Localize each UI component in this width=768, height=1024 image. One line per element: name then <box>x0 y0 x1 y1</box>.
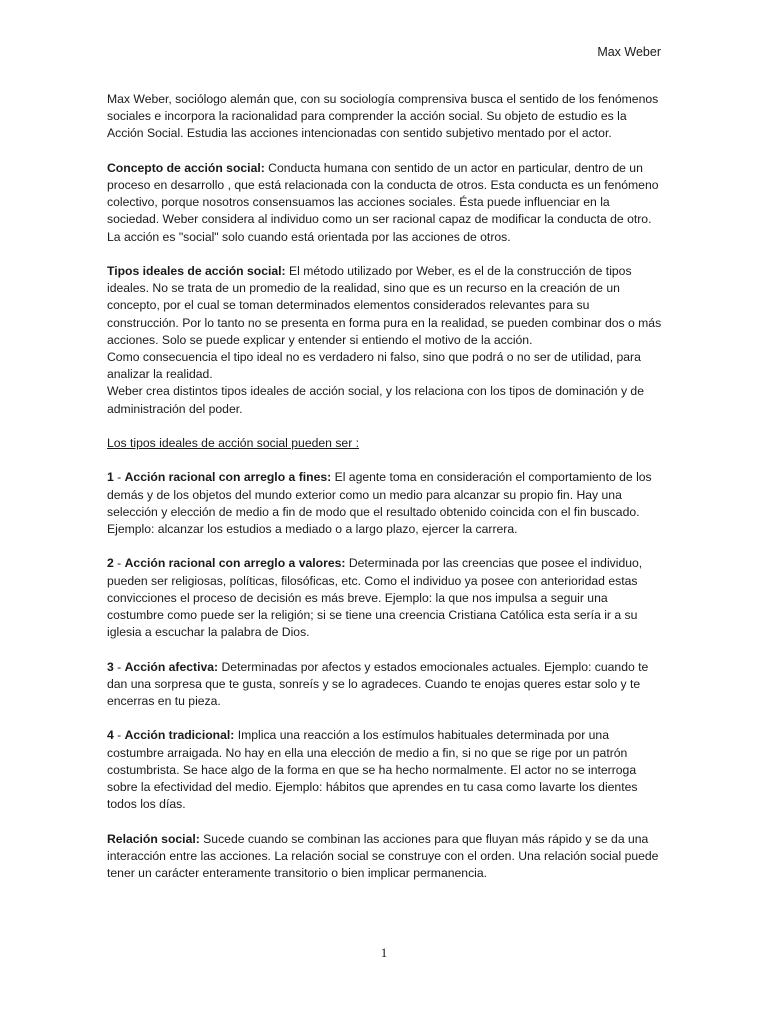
tipo-number: 4 <box>107 728 114 743</box>
tipos-ideales-line-3: Weber crea distintos tipos ideales de acción social, y los relaciona con los tipos de dominación y de administración del poder. <box>107 384 644 416</box>
tipo-item-4 <box>107 727 663 813</box>
tipo-text: El agente toma en consideración el comportamiento de los demás y de los objetos del mundo exterior como un medio para alcanzar su propio fin. Hay una selección y elección de medio a fin de modo que el resultado obtenido coincida con el fin buscado. Ejemplo: alcanzar los estudios a mediado o a largo plazo, ejercer la carrera. <box>107 470 652 537</box>
tipos-ideales-line-2: Como consecuencia el tipo ideal no es verdadero ni falso, sino que podrá o no ser de utilidad, para analizar la realidad. <box>107 350 641 382</box>
tipos-ideales-paragraph <box>107 263 663 349</box>
intro-text: Max Weber, sociólogo alemán que, con su sociología comprensiva busca el sentido de los fenómenos sociales e incorpora la racionalidad para comprender la acción social. Su objeto de estudio es la Acción Social. Estudia las acciones intencionadas con sentido subjetivo mentado por el actor. <box>107 92 659 141</box>
tipo-item-2 <box>107 555 663 641</box>
tipo-dash: - <box>113 659 125 674</box>
tipo-term: Acción racional con arreglo a fines: <box>124 470 332 485</box>
relacion-paragraph <box>107 831 663 883</box>
concepto-text: Conducta humana con sentido de un actor en particular, dentro de un proceso en desarrollo , que está relacionada con la conducta de otros. Esta conducta es un fenómeno colectivo, porque nosotros consensuamos las acciones sociales. Ésta puede influenciar en la sociedad. Weber considera al individuo como un ser racional capaz de modificar la conducta de otro. La acción es "social" solo cuando está orientada por las acciones de otros. <box>107 160 659 244</box>
tipos-ideales-text: El método utilizado por Weber, es el de la construcción de tipos ideales. No se trata de un promedio de la realidad, sino que es un recurso en la creación de un concepto, por el cual se toman determinados elementos considerados relevantes para su construcción. Por lo tanto no se presenta en forma pura en la realidad, se pueden combinar dos o más acciones. Solo se puede explicar y entender si entiendo el motivo de la acción. <box>107 264 662 347</box>
tipo-number: 3 <box>107 659 114 674</box>
tipo-term: Acción afectiva: <box>124 659 219 674</box>
tipo-number: 1 <box>107 470 114 485</box>
relacion-text: Sucede cuando se combinan las acciones para que fluyan más rápido y se da una interacción entre las acciones. La relación social se construye con el orden. Una relación social puede tener un carácter enteramente transitorio o bien implicar permanencia. <box>107 831 659 881</box>
tipo-term: Acción tradicional: <box>124 728 235 743</box>
list-heading <box>107 435 663 452</box>
tipos-ideales-term: Tipos ideales de acción social: <box>107 264 286 278</box>
tipo-term: Acción racional con arreglo a valores: <box>124 556 346 571</box>
intro-paragraph <box>107 91 663 143</box>
page-number: 1 <box>380 945 388 960</box>
running-header: Max Weber <box>597 45 661 59</box>
list-heading-text: Los tipos ideales de acción social pueden ser : <box>107 436 360 451</box>
tipo-text: Determinadas por afectos y estados emocionales actuales. Ejemplo: cuando te dan una sorpresa que te gusta, sonreís y se lo agradeces. Cuando te enojas queres estar solo y te encerras en tu pieza. <box>107 659 649 709</box>
tipo-dash: - <box>113 728 125 743</box>
tipo-text: Determinada por las creencias que posee el individuo, pueden ser religiosas, políticas, filosóficas, etc. Como el individuo ya posee con anterioridad estas convicciones el proceso de decisión es más breve. Ejemplo: la que nos impulsa a seguir una costumbre como puede ser la religión; si se tiene una creencia Cristiana Católica esta sería ir a su iglesia a escuchar la palabra de Dios. <box>107 556 643 640</box>
tipo-item-3 <box>107 659 663 711</box>
tipo-number: 2 <box>107 556 114 571</box>
concepto-paragraph <box>107 160 663 246</box>
tipo-item-1 <box>107 469 663 538</box>
tipo-dash: - <box>113 556 125 571</box>
tipo-text: Implica una reacción a los estímulos habituales determinada por una costumbre arraigada. No hay en ella una elección de medio a fin, si no que se rige por un patrón costumbrista. Se hace algo de la forma en que se ha hecho normalmente. El actor no se interroga sobre la efectividad del medio. Ejemplo: hábitos que aprendes en tu casa como lavarte los dientes todos los días. <box>107 728 638 812</box>
document-body <box>107 91 663 899</box>
relacion-term: Relación social: <box>107 831 200 846</box>
concepto-term: Concepto de acción social: <box>107 160 265 175</box>
tipo-dash: - <box>113 470 125 485</box>
